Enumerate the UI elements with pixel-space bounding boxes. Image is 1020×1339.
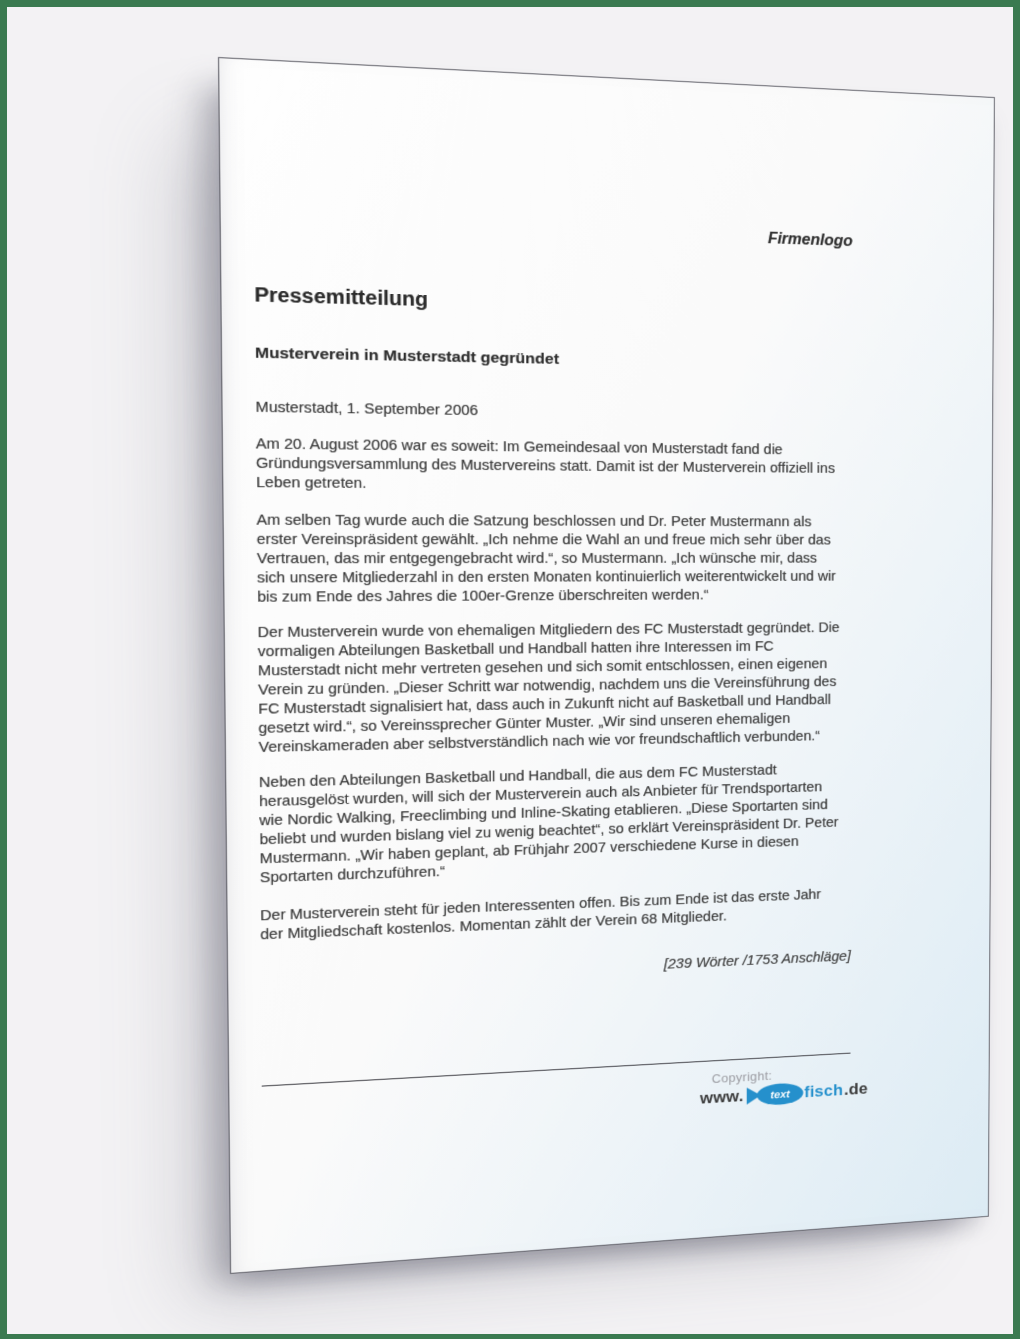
document-title: Pressemitteilung: [254, 284, 428, 312]
logo-de-text: .de: [843, 1079, 868, 1099]
dateline: Musterstadt, 1. September 2006: [255, 399, 479, 420]
logo-www-text: www.: [699, 1086, 744, 1108]
fish-icon: [745, 1081, 803, 1107]
body-paragraph: Der Musterverein steht für jeden Interessenten offen. Bis zum Ende ist das erste Jahr der Mitgliedschaft kostenlos. Momentan zählt der Verein 68 Mitglieder.: [260, 887, 821, 944]
company-logo-placeholder: Firmenlogo: [767, 230, 853, 250]
copyright-block: [699, 1064, 868, 1110]
logo-fisch-text: fisch: [804, 1081, 844, 1102]
copyright-label: Copyright:: [711, 1068, 773, 1086]
page-content: [252, 60, 868, 1271]
logo-fish-label: text: [769, 1087, 790, 1102]
body-paragraph: Neben den Abteilungen Basketball und Handball, die aus dem FC Musterstadt herausgelöst wurden, will sich der Musterverein auch als Anbieter für Trendsportarten wie Nordic Walking, Freeclimbing und Inline-Skating etablieren. „Diese Sportarten sind beliebt und wurden bislang viel zu wenig beachtet“, so erklärt Vereinspräsident Dr. Peter Mustermann. „Wir haben geplant, ab Frühjahr 2007 verschiedene Kurse in diesen Sportarten durchzuführen.“: [258, 762, 839, 887]
headline: Musterverein in Musterstadt gegründet: [254, 344, 560, 368]
press-release-page: [218, 57, 995, 1274]
word-count-note: [239 Wörter /1753 Anschläge]: [663, 949, 851, 973]
body-paragraph: Am selben Tag wurde auch die Satzung beschlossen und Dr. Peter Mustermann als erster Vereinspräsident gewählt. „Ich nehme die Wahl an und freue mich sehr über das Vertrauen, das mir entgegengebracht wird.“, so Mustermann. „Ich wünsche mir, dass sich unsere Mitgliederzahl in den ersten Monaten kontinuierlich weiterentwickelt und wir bis zum Ende des Jahres die 100er-Grenze überschreiten werden.“: [256, 512, 836, 606]
body-paragraph: Der Musterverein wurde von ehemaligen Mitgliedern des FC Musterstadt gegründet. Die vormaligen Abteilungen Basketball und Handball hatten ihre Interessen im FC Musterstadt nicht mehr vertreten gesehen und sich somit entschlossen, einen eigenen Verein zu gründen. „Dieser Schritt war notwendig, nachdem uns die Vereinsführung des FC Musterstadt signalisiert hat, dass auch in Zukunft nicht auf Basketball und Handball gesetzt wird.“, so Vereinssprecher Günter Muster. „Wir sind unseren ehemaligen Vereinskameraden aber selbstverständlich nach wie vor freundschaftlich verbunden.“: [257, 620, 840, 757]
body-paragraph: Am 20. August 2006 war es soweit: Im Gemeindesaal von Musterstadt fand die Gründungsversammlung des Mustervereins statt. Damit ist der Musterverein offiziell ins Leben getreten.: [255, 436, 835, 492]
